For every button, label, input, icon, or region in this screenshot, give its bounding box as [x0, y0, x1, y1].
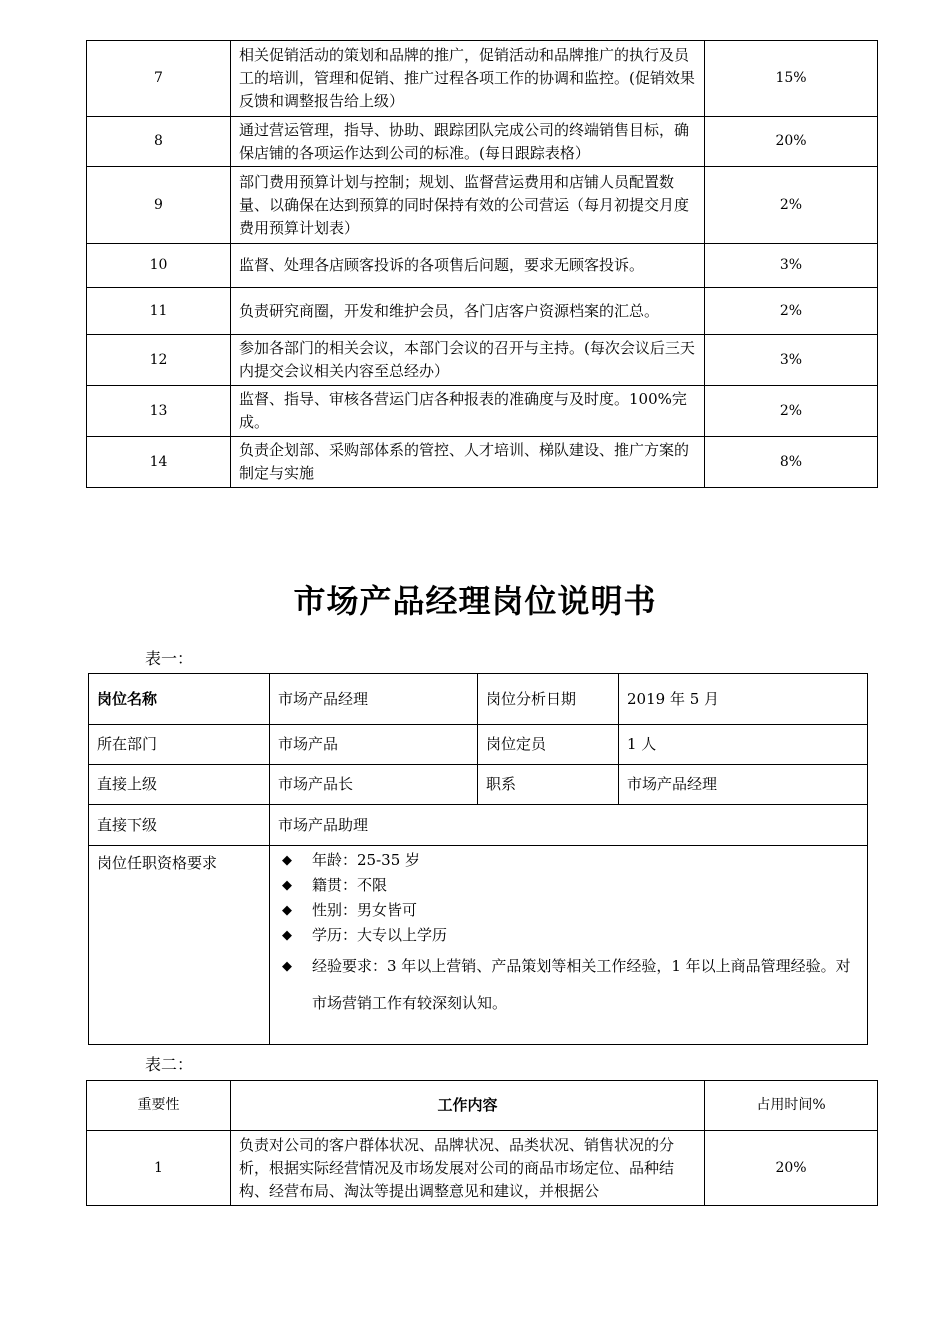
list-item [282, 923, 859, 948]
diamond-bullet-icon: ◆ [282, 928, 292, 943]
duties-table-continued [86, 40, 878, 488]
row-number: 1 [87, 1131, 231, 1206]
superior-value: 市场产品长 [270, 765, 478, 805]
requirement-text: 籍贯：不限 [312, 876, 388, 894]
header-importance: 重要性 [87, 1081, 231, 1131]
row-percent: 2% [705, 386, 878, 437]
row-text: 监督、处理各店顾客投诉的各项售后问题，要求无顾客投诉。 [231, 244, 705, 288]
row-number: 8 [87, 117, 231, 167]
table-row [87, 244, 878, 288]
row-percent: 3% [705, 335, 878, 386]
table-row [87, 1131, 878, 1206]
row-text: 负责企划部、采购部体系的管控、人才培训、梯队建设、推广方案的制定与实施 [231, 437, 705, 488]
row-text: 通过营运管理，指导、协助、跟踪团队完成公司的终端销售目标，确保店铺的各项运作达到公司的标准。(每日跟踪表格） [231, 117, 705, 167]
department-label: 所在部门 [89, 725, 270, 765]
row-text: 参加各部门的相关会议，本部门会议的召开与主持。(每次会议后三天内提交会议相关内容至总经办） [231, 335, 705, 386]
diamond-bullet-icon: ◆ [282, 878, 292, 893]
row-number: 7 [87, 41, 231, 117]
subordinate-label: 直接下级 [89, 805, 270, 846]
list-item [282, 873, 859, 898]
table-one-caption: 表一： [145, 649, 194, 668]
row-percent: 15% [705, 41, 878, 117]
page-title: 市场产品经理岗位说明书 [293, 582, 657, 620]
job-family-label: 职系 [478, 765, 619, 805]
table-row [87, 288, 878, 335]
list-item [282, 848, 859, 873]
row-number: 14 [87, 437, 231, 488]
table-row [87, 41, 878, 117]
table-row [87, 437, 878, 488]
row-percent: 20% [705, 117, 878, 167]
department-value: 市场产品 [270, 725, 478, 765]
row-text: 监督、指导、审核各营运门店各种报表的准确度与及时度。100%完成。 [231, 386, 705, 437]
diamond-bullet-icon: ◆ [282, 853, 292, 868]
row-text: 负责对公司的客户群体状况、品牌状况、品类状况、销售状况的分析，根据实际经营情况及市场发展对公司的商品市场定位、品种结构、经营布局、淘汰等提出调整意见和建议，并根据公 [231, 1131, 705, 1206]
table-row [87, 335, 878, 386]
row-percent: 8% [705, 437, 878, 488]
analysis-date-label: 岗位分析日期 [478, 674, 619, 725]
table-row [87, 386, 878, 437]
headcount-value: 1 人 [619, 725, 868, 765]
header-time: 占用时间% [705, 1081, 878, 1131]
list-item [282, 898, 859, 923]
position-info-table [88, 673, 868, 1045]
subordinate-value: 市场产品助理 [270, 805, 868, 846]
table-row [89, 674, 868, 725]
table-row [89, 725, 868, 765]
requirement-text: 经验要求：3 年以上营销、产品策划等相关工作经验，1 年以上商品管理经验。对市场营销工作有较深刻认知。 [312, 957, 851, 1012]
table-row [89, 846, 868, 1045]
requirements-list [278, 848, 859, 1022]
position-name-value: 市场产品经理 [270, 674, 478, 725]
requirements-label: 岗位任职资格要求 [89, 846, 270, 1045]
row-percent: 2% [705, 167, 878, 244]
row-text: 负责研究商圈，开发和维护会员，各门店客户资源档案的汇总。 [231, 288, 705, 335]
position-name-label: 岗位名称 [89, 674, 270, 725]
table-row [87, 117, 878, 167]
requirement-text: 年龄：25-35 岁 [312, 851, 421, 869]
row-percent: 3% [705, 244, 878, 288]
table-row [87, 167, 878, 244]
table-header-row [87, 1081, 878, 1131]
requirement-text: 学历：大专以上学历 [312, 926, 448, 944]
row-percent: 2% [705, 288, 878, 335]
row-number: 12 [87, 335, 231, 386]
table-two-caption: 表二： [145, 1055, 194, 1074]
duties-table [86, 1080, 878, 1206]
row-text: 相关促销活动的策划和品牌的推广，促销活动和品牌推广的执行及员工的培训，管理和促销、推广过程各项工作的协调和监控。(促销效果反馈和调整报告给上级） [231, 41, 705, 117]
list-item [282, 948, 859, 1022]
requirement-text: 性别：男女皆可 [312, 901, 418, 919]
job-family-value: 市场产品经理 [619, 765, 868, 805]
row-percent: 20% [705, 1131, 878, 1206]
row-number: 13 [87, 386, 231, 437]
analysis-date-value: 2019 年 5 月 [619, 674, 868, 725]
headcount-label: 岗位定员 [478, 725, 619, 765]
diamond-bullet-icon: ◆ [282, 903, 292, 918]
row-number: 11 [87, 288, 231, 335]
table-row [89, 805, 868, 846]
requirements-cell [270, 846, 868, 1045]
row-number: 10 [87, 244, 231, 288]
row-number: 9 [87, 167, 231, 244]
diamond-bullet-icon: ◆ [282, 959, 292, 974]
row-text: 部门费用预算计划与控制；规划、监督营运费用和店铺人员配置数量、以确保在达到预算的同时保持有效的公司营运（每月初提交月度费用预算计划表） [231, 167, 705, 244]
header-content: 工作内容 [231, 1081, 705, 1131]
table-row [89, 765, 868, 805]
superior-label: 直接上级 [89, 765, 270, 805]
